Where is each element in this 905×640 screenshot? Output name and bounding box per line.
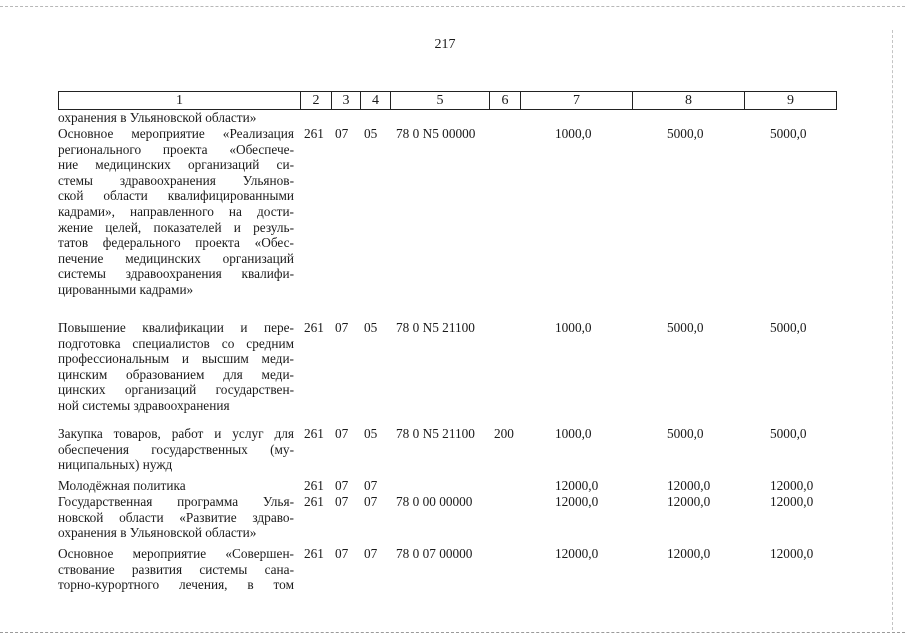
cell-ministry-code: 261 (304, 320, 324, 335)
cell-target-article: 78 0 00 00000 (396, 494, 473, 509)
cell-amount-col9: 12000,0 (770, 546, 814, 561)
cell-amount-col9: 5000,0 (770, 320, 807, 335)
description-line: охранения в Ульяновской области» (58, 525, 257, 541)
description-line: Государственная программа Улья- (58, 494, 294, 509)
cell-target-article: 78 0 N5 00000 (396, 126, 476, 141)
cell-subsection: 05 (364, 126, 378, 141)
description-line: цинским образованием для меди- (58, 366, 294, 382)
cell-subsection: 07 (364, 546, 378, 561)
column-header-3: 3 (332, 92, 361, 110)
description-line: охранения в Ульяновской области» (58, 110, 257, 125)
cell-ministry-code: 261 (304, 494, 324, 509)
cell-amount-col9: 12000,0 (770, 494, 814, 509)
scan-edge-right (892, 30, 893, 630)
cell-subsection: 05 (364, 426, 378, 441)
row-description (58, 320, 294, 414)
column-header-2: 2 (301, 92, 332, 110)
cell-amount-col7: 12000,0 (555, 494, 599, 509)
row-description (58, 426, 294, 473)
cell-section: 07 (335, 320, 349, 335)
cell-amount-col7: 12000,0 (555, 546, 599, 561)
row-description (58, 126, 294, 298)
column-header-9: 9 (745, 92, 837, 110)
description-line: торно-курортного лечения, в том (58, 577, 294, 593)
description-line: Закупка товаров, работ и услуг для (58, 426, 294, 441)
cell-amount-col8: 12000,0 (667, 494, 711, 509)
column-header-table (58, 91, 837, 110)
cell-amount-col9: 12000,0 (770, 478, 814, 493)
cell-ministry-code: 261 (304, 426, 324, 441)
description-line: новской области «Развитие здраво- (58, 509, 294, 525)
description-line: стемы здравоохранения Ульянов- (58, 172, 294, 188)
cell-ministry-code: 261 (304, 478, 324, 493)
row-description (58, 478, 294, 494)
cell-amount-col7: 1000,0 (555, 126, 592, 141)
column-header-5: 5 (391, 92, 490, 110)
cell-amount-col9: 5000,0 (770, 426, 807, 441)
cell-amount-col8: 5000,0 (667, 426, 704, 441)
cell-subsection: 07 (364, 494, 378, 509)
description-line: Повышение квалификации и пере- (58, 320, 294, 335)
description-line: обеспечения государственных (му- (58, 441, 294, 457)
cell-section: 07 (335, 546, 349, 561)
description-line: подготовка специалистов со средним (58, 335, 294, 351)
cell-amount-col8: 12000,0 (667, 478, 711, 493)
row-description (58, 494, 294, 541)
cell-amount-col8: 5000,0 (667, 320, 704, 335)
description-line: печение медицинских организаций (58, 250, 294, 266)
column-header-8: 8 (633, 92, 745, 110)
description-line: ниципальных) нужд (58, 457, 173, 473)
cell-subsection: 07 (364, 478, 378, 493)
description-line: ной системы здравоохранения (58, 397, 230, 413)
page-number: 217 (434, 37, 456, 52)
column-header-row (59, 92, 837, 110)
description-line: цинских организаций государствен- (58, 382, 294, 398)
column-header-1: 1 (59, 92, 301, 110)
description-line: ние медицинских организаций си- (58, 157, 294, 173)
cell-section: 07 (335, 494, 349, 509)
description-line: профессиональным и высшим меди- (58, 351, 294, 367)
description-line: Молодёжная политика (58, 478, 186, 493)
description-line: регионального проекта «Обеспече- (58, 141, 294, 157)
row-description (58, 110, 294, 126)
cell-target-article: 78 0 07 00000 (396, 546, 473, 561)
description-line: Основное мероприятие «Совершен- (58, 546, 294, 561)
column-header-6: 6 (490, 92, 521, 110)
row-description (58, 546, 294, 593)
column-header-7: 7 (521, 92, 633, 110)
scan-edge-bottom (0, 632, 905, 633)
description-line: цированными кадрами» (58, 281, 194, 297)
cell-amount-col7: 12000,0 (555, 478, 599, 493)
cell-amount-col8: 12000,0 (667, 546, 711, 561)
cell-amount-col8: 5000,0 (667, 126, 704, 141)
cell-target-article: 78 0 N5 21100 (396, 320, 475, 335)
cell-subsection: 05 (364, 320, 378, 335)
cell-amount-col9: 5000,0 (770, 126, 807, 141)
description-line: жение целей, показателей и резуль- (58, 219, 294, 235)
cell-ministry-code: 261 (304, 126, 324, 141)
cell-section: 07 (335, 478, 349, 493)
description-line: системы здравоохранения квалифи- (58, 266, 294, 282)
cell-target-article: 78 0 N5 21100 (396, 426, 475, 441)
column-header-4: 4 (361, 92, 391, 110)
cell-section: 07 (335, 426, 349, 441)
description-line: Основное мероприятие «Реализация (58, 126, 294, 141)
scan-edge-top (0, 6, 905, 7)
cell-section: 07 (335, 126, 349, 141)
description-line: ствование развития системы сана- (58, 561, 294, 577)
cell-amount-col7: 1000,0 (555, 426, 592, 441)
description-line: ской области квалифицированными (58, 188, 294, 204)
cell-ministry-code: 261 (304, 546, 324, 561)
cell-amount-col7: 1000,0 (555, 320, 592, 335)
cell-expense-type: 200 (494, 426, 514, 441)
description-line: кадрами», направленного на дости- (58, 203, 294, 219)
description-line: татов федерального проекта «Обес- (58, 235, 294, 251)
